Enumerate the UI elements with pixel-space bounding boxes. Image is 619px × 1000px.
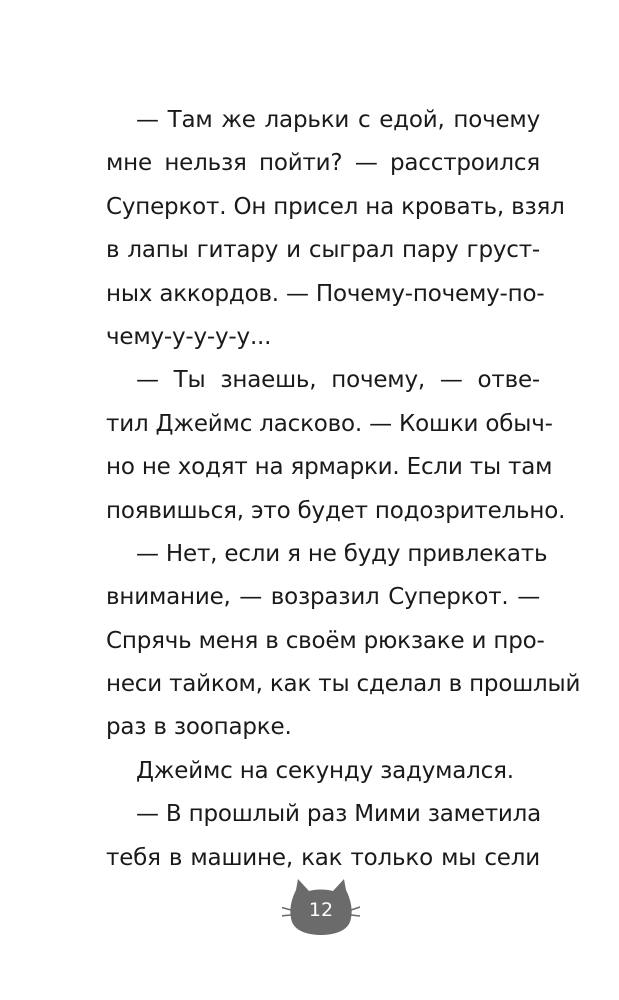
text-line: раз в зоопарке. bbox=[106, 714, 292, 741]
text-line: в лапы гитару и сыграл пару груст- bbox=[106, 237, 540, 264]
text-line: но не ходят на ярмарки. Если ты там bbox=[106, 454, 553, 481]
text-line: — Нет, если я не буду привлекать bbox=[136, 540, 548, 567]
page-number-badge bbox=[282, 876, 360, 936]
whisker-left-bottom bbox=[282, 915, 291, 916]
text-line: Суперкот. Он присел на кровать, взял bbox=[106, 193, 565, 220]
text-line: чему-у-у-у-у... bbox=[106, 323, 272, 350]
text-line: Джеймс на секунду задумался. bbox=[136, 757, 514, 784]
text-line: — Там же ларьки с едой, почему bbox=[136, 107, 540, 133]
whisker-right-bottom bbox=[351, 915, 360, 916]
text-line: — Ты знаешь, почему, — отве- bbox=[136, 367, 540, 394]
text-line: тил Джеймс ласково. — Кошки обыч- bbox=[106, 410, 553, 437]
text-line: ных аккордов. — Почему-почему-по- bbox=[106, 280, 545, 307]
text-line: неси тайком, как ты сделал в прошлый bbox=[106, 671, 581, 698]
body-text bbox=[106, 99, 581, 880]
text-line: Спрячь меня в своём рюкзаке и про- bbox=[106, 627, 545, 654]
whisker-right-top bbox=[351, 907, 360, 910]
text-line: — В прошлый раз Мими заметила bbox=[136, 801, 542, 828]
text-line: появишься, это будет подозрительно. bbox=[106, 497, 566, 524]
whisker-left-top bbox=[282, 907, 291, 910]
text-line: тебя в машине, как только мы сели bbox=[106, 844, 540, 871]
text-line: мне нельзя пойти? — расстроился bbox=[106, 150, 540, 177]
page-number: 12 bbox=[308, 899, 334, 921]
text-line: внимание, — возразил Суперкот. — bbox=[106, 584, 540, 611]
